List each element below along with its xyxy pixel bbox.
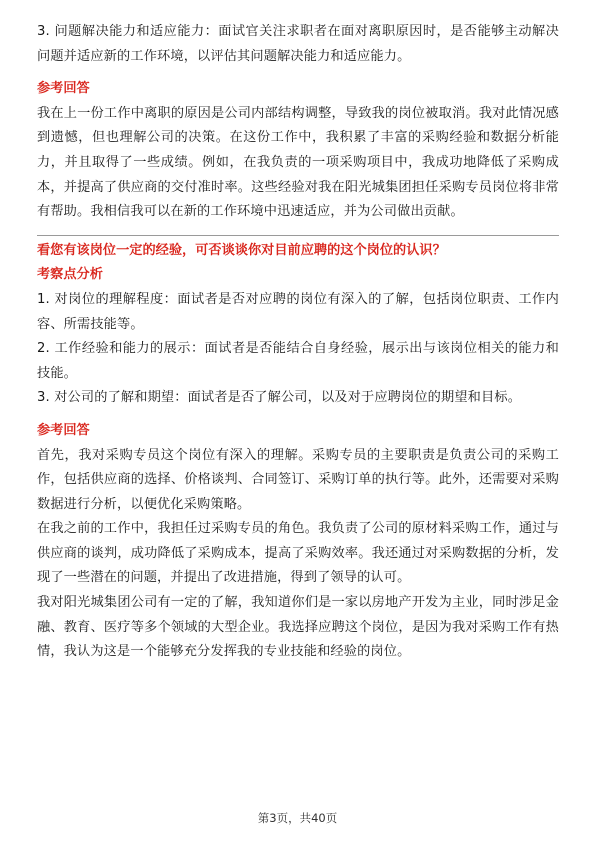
document-page xyxy=(37,20,559,665)
analysis-point-2: 2. 工作经验和能力的展示：面试者是否能结合自身经验，展示出与该岗位相关的能力和技能。 xyxy=(37,341,559,381)
reference-answer-paragraph-1: 首先，我对采购专员这个岗位有深入的理解。采购专员的主要职责是负责公司的采购工作，包括供应商的选择、价格谈判、合同签订、采购订单的执行等。此外，还需要对采购数据进行分析，以便优化采购策略。 xyxy=(37,447,559,512)
reference-answer-paragraph: 我在上一份工作中离职的原因是公司内部结构调整，导致我的岗位被取消。我对此情况感到遗憾，但也理解公司的决策。在这份工作中，我积累了丰富的采购经验和数据分析能力，并且取得了一些成绩。例如，在我负责的一项采购项目中，我成功地降低了采购成本，并提高了供应商的交付准时率。这些经验对我在阳光城集团担任采购专员岗位将非常有帮助。我相信我可以在新的工作环境中迅速适应，并为公司做出贡献。 xyxy=(37,105,559,220)
reference-answer-heading: 参考回答 xyxy=(37,422,90,438)
interview-question: 看您有该岗位一定的经验，可否谈谈你对目前应聘的这个岗位的认识？ xyxy=(37,242,446,258)
reference-answer-paragraph-3: 我对阳光城集团公司有一定的了解，我知道你们是一家以房地产开发为主业，同时涉足金融、教育、医疗等多个领域的大型企业。我选择应聘这个岗位，是因为我对采购工作有热情，我认为这是一个能够充分发挥我的专业技能和经验的岗位。 xyxy=(37,595,559,660)
analysis-heading: 考察点分析 xyxy=(37,267,103,283)
page-number-footer: 第3页，共40页 xyxy=(257,811,338,825)
section-divider xyxy=(37,235,559,236)
reference-answer-paragraph-2: 在我之前的工作中，我担任过采购专员的角色。我负责了公司的原材料采购工作，通过与供应商的谈判，成功降低了采购成本，提高了采购效率。我还通过对采购数据的分析，发现了一些潜在的问题，并提出了改进措施，得到了领导的认可。 xyxy=(37,521,559,586)
criterion-point-3: 3. 问题解决能力和适应能力：面试官关注求职者在面对离职原因时，是否能够主动解决问题并适应新的工作环境，以评估其问题解决能力和适应能力。 xyxy=(37,24,559,64)
analysis-point-3: 3. 对公司的了解和期望：面试者是否了解公司，以及对于应聘岗位的期望和目标。 xyxy=(37,390,522,406)
reference-answer-heading: 参考回答 xyxy=(37,81,90,97)
analysis-point-1: 1. 对岗位的理解程度：面试者是否对应聘的岗位有深入的了解，包括岗位职责、工作内容、所需技能等。 xyxy=(37,291,559,332)
